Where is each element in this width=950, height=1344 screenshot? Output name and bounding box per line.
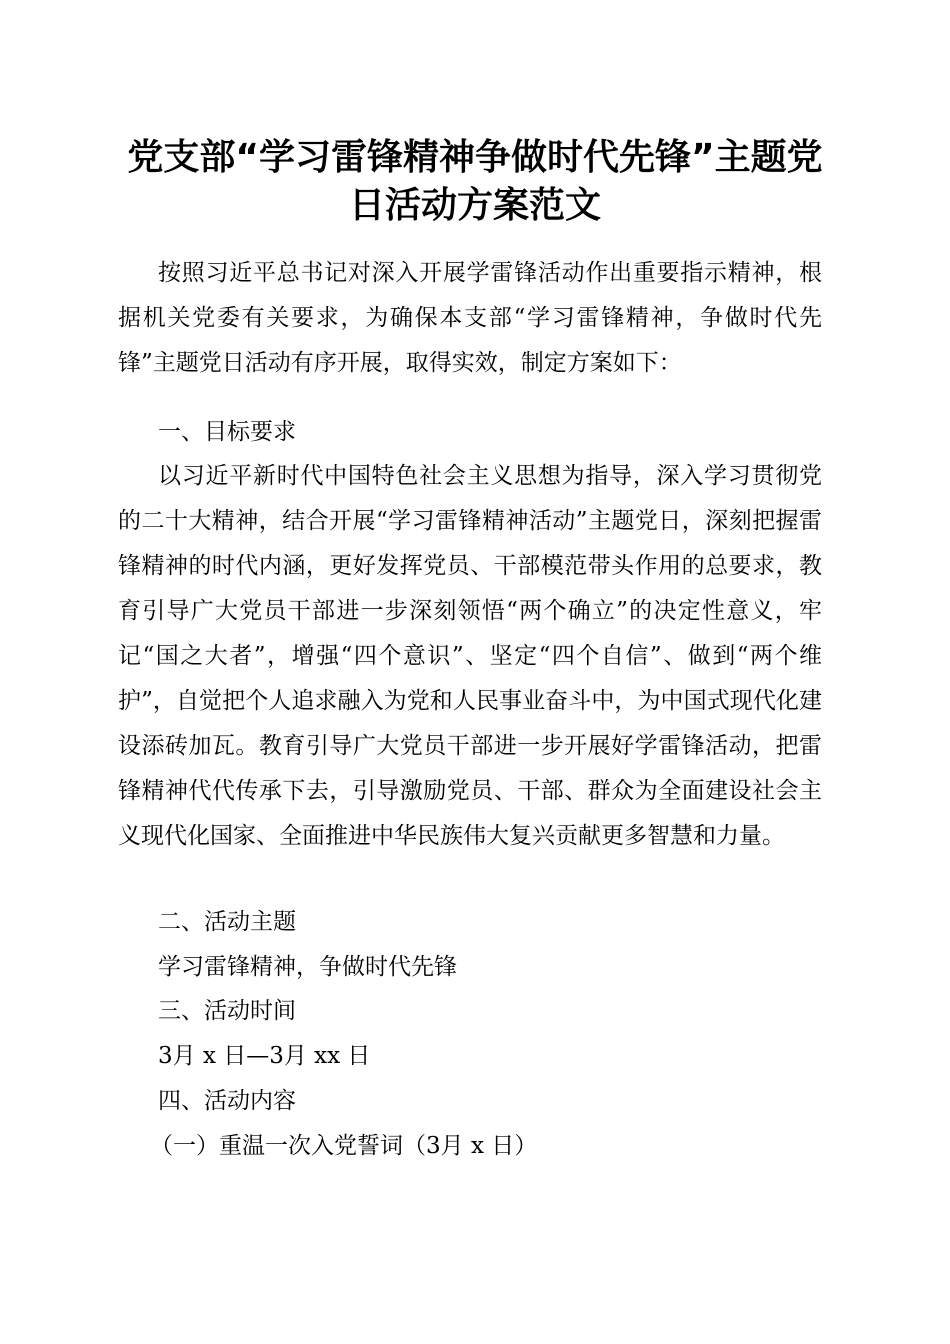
theme-text: 学习雷锋精神，争做时代先锋	[158, 954, 457, 980]
content-subheading: （一）重温一次入党誓词（3月 x 日）	[150, 1133, 538, 1159]
document-title-line-2: 日活动方案范文	[348, 185, 601, 226]
section-heading-time: 三、活动时间	[158, 998, 296, 1024]
intro-paragraph: 按照习近平总书记对深入开展学雷锋活动作出重要指示精神，根据机关党委有关要求，为确保本支部“学习雷锋精神，争做时代先锋”主题党日活动有序开展，取得实效，制定方案如下：	[118, 260, 822, 376]
goals-paragraph: 以习近平新时代中国特色社会主义思想为指导，深入学习贯彻党的二十大精神，结合开展“学习雷锋精神活动”主题党日，深刻把握雷锋精神的时代内涵，更好发挥党员、干部模范带头作用的总要求，教育引导广大党员干部进一步深刻领悟“两个确立”的决定性意义，牢记“国之大者”，增强“四个意识”、坚定“四个自信”、做到“两个维护”，自觉把个人追求融入为党和人民事业奋斗中，为中国式现代化建设添砖加瓦。教育引导广大党员干部进一步开展好学雷锋活动，把雷锋精神代代传承下去，引导激励党员、干部、群众为全面建设社会主义现代化国家、全面推进中华民族伟大复兴贡献更多智慧和力量。	[118, 463, 822, 849]
time-text: 3月 x 日—3月 xx 日	[158, 1043, 371, 1069]
document-title-line-1: 党支部“学习雷锋精神争做时代先锋”主题党	[127, 137, 823, 178]
section-heading-content: 四、活动内容	[158, 1088, 296, 1114]
section-heading-theme: 二、活动主题	[158, 909, 296, 935]
section-heading-goals: 一、目标要求	[158, 419, 296, 445]
